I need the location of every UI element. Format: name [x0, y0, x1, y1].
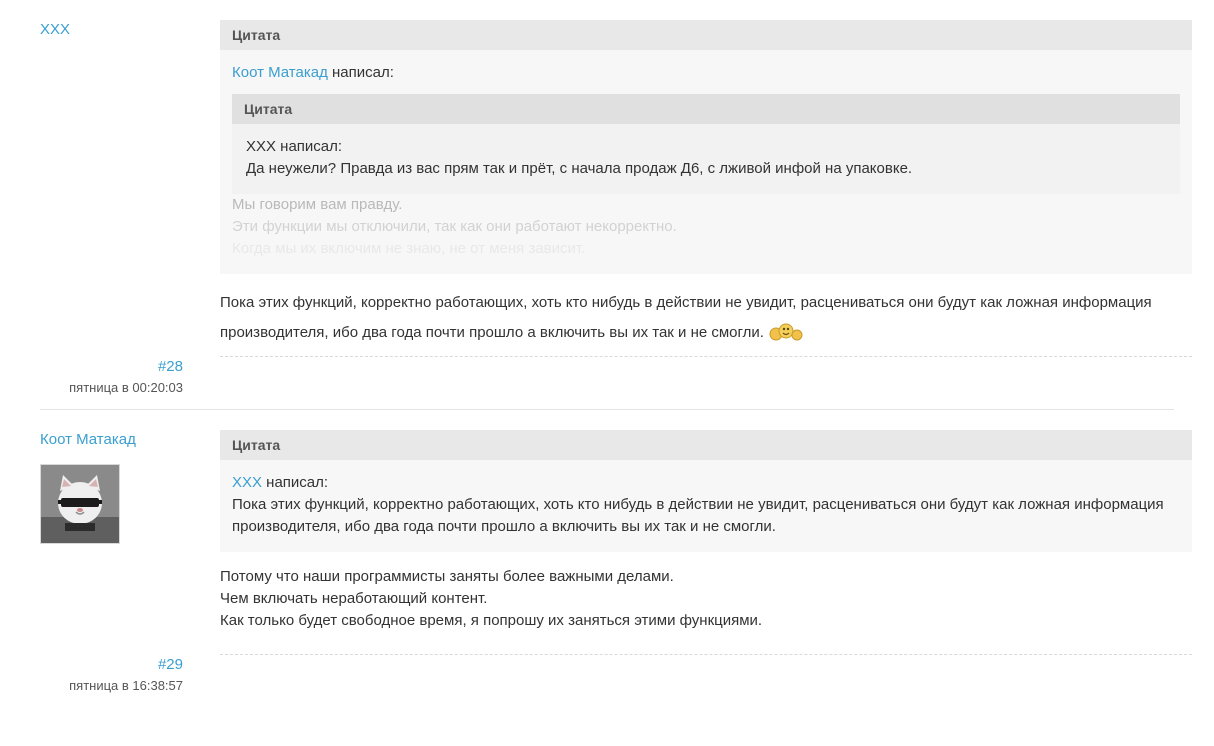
quote-said-label: написал: — [262, 474, 329, 491]
quote-faded-line-3: Когда мы их включим не знаю, не от меня зависит. — [232, 240, 586, 257]
quote-attribution — [232, 472, 1180, 494]
quote-block — [220, 20, 1192, 274]
quote-author-link[interactable]: Коот Матакад — [232, 64, 328, 81]
post-separator — [220, 356, 1192, 357]
post-number-link[interactable]: #29 — [157, 656, 183, 673]
quote-content — [220, 460, 1192, 552]
laughing-smiley-icon — [768, 322, 804, 340]
avatar[interactable] — [40, 464, 120, 544]
quote-title: Цитата — [220, 430, 1192, 460]
nested-quote-title: Цитата — [232, 94, 1180, 124]
post-timestamp: пятница в 00:20:03 — [69, 380, 183, 395]
post-message-text: Пока этих функций, корректно работающих, хоть кто нибудь в действии не увидит, расцениваться они будут как ложная информация производителя, ибо два года почти прошло а включить вы их так и не смогли. — [220, 294, 1152, 341]
post-meta — [0, 655, 206, 695]
quote-text: Пока этих функций, корректно работающих, хоть кто нибудь в действии не увидит, расцениваться они будут как ложная информация производителя, ибо два года почти прошло а включить вы их так и не смогли. — [232, 496, 1164, 535]
post-content — [206, 0, 1214, 357]
post-number-link[interactable]: #28 — [157, 358, 183, 375]
quote-content — [220, 50, 1192, 274]
nested-quote-attribution: XXX написал: — [246, 138, 343, 155]
post-footer — [0, 655, 1214, 695]
post-meta — [0, 357, 206, 397]
post-content — [206, 410, 1214, 655]
nested-quote-text: Да неужели? Правда из вас прям так и прёт, с начала продаж Д6, с лживой инфой на упаковке. — [246, 160, 913, 177]
quote-block — [220, 430, 1192, 552]
post-message-line: Как только будет свободное время, я попрошу их заняться этими функциями. — [220, 612, 763, 629]
quote-faded-line-1: Мы говорим вам правду. — [232, 196, 403, 213]
nested-quote-content — [232, 124, 1180, 194]
quote-said-label: написал: — [327, 64, 394, 81]
post-message — [220, 286, 1192, 348]
nested-quote-block — [232, 94, 1180, 194]
post-author-column — [0, 410, 206, 544]
post-message — [220, 564, 1192, 632]
quote-faded-line-2: Эти функции мы отключили, так как они работают некорректно. — [232, 218, 677, 235]
post — [0, 410, 1214, 655]
post-separator — [220, 654, 1192, 655]
post-footer — [0, 357, 1214, 397]
quote-title: Цитата — [220, 20, 1192, 50]
post-timestamp: пятница в 16:38:57 — [69, 678, 183, 693]
post-author-column — [0, 0, 206, 40]
quote-attribution — [232, 62, 1180, 84]
post — [0, 0, 1214, 357]
post-author-link[interactable]: Коот Матакад — [40, 431, 136, 448]
post-message-line: Чем включать неработающий контент. — [220, 590, 488, 607]
quote-author-link[interactable]: XXX — [232, 474, 263, 491]
post-author-link[interactable]: XXX — [40, 21, 71, 38]
post-message-line: Потому что наши программисты заняты более важными делами. — [220, 568, 674, 585]
